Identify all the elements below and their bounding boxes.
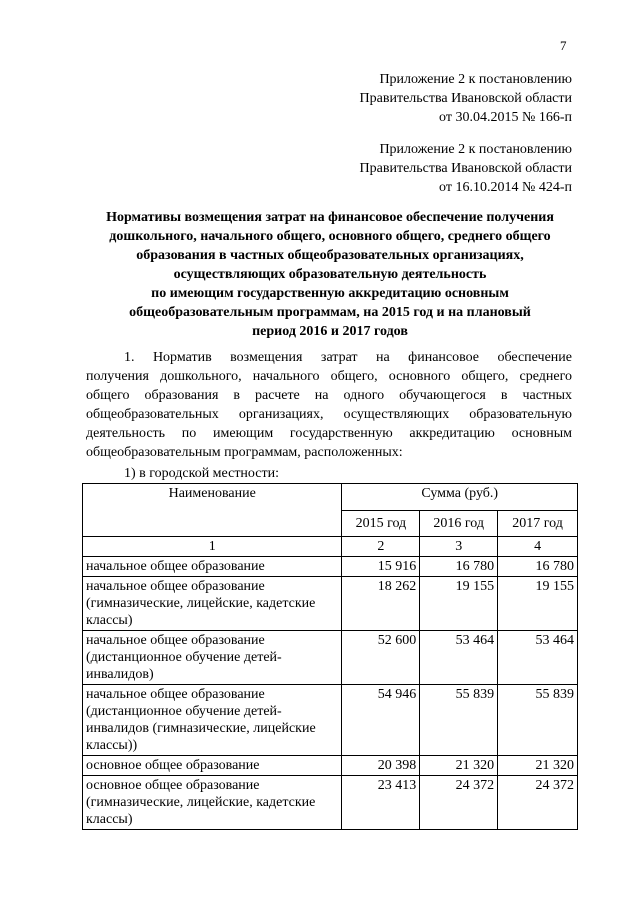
row-name: начальное общее образование (дистанционное обучение детей-инвалидов) [83,631,342,685]
title-line: образования в частных общеобразовательных организациях, [136,248,524,263]
body-paragraph [86,348,572,462]
column-number: 3 [420,537,498,557]
table-row [83,756,578,776]
row-value-2016: 16 780 [420,557,498,577]
header-sum: Сумма (руб.) [342,484,578,511]
row-name: начальное общее образование (дистанционное обучение детей-инвалидов (гимназические, лицейские классы)) [83,685,342,756]
appendix-current-line-3: от 30.04.2015 № 166-п [439,110,572,125]
paragraph-line: получения дошкольного, начального общего, основного общего, среднего [86,369,572,384]
table-row [83,557,578,577]
table-row [83,631,578,685]
row-value-2017: 55 839 [498,685,578,756]
appendix-current [300,70,572,127]
table-row [83,685,578,756]
row-value-2017: 24 372 [498,776,578,830]
paragraph-line: общего образования в расчете на одного обучающегося в частных [86,388,572,403]
paragraph-line: 1. Норматив возмещения затрат на финансовое обеспечение [124,350,572,365]
column-number: 1 [83,537,342,557]
row-value-2015: 23 413 [342,776,420,830]
appendix-previous-line-2: Правительства Ивановской области [359,161,572,176]
row-value-2016: 53 464 [420,631,498,685]
row-name: основное общее образование (гимназические, лицейские, кадетские классы) [83,776,342,830]
header-name: Наименование [83,484,342,537]
title-line: Нормативы возмещения затрат на финансовое обеспечение получения [106,210,554,225]
row-value-2017: 19 155 [498,577,578,631]
title-line: период 2016 и 2017 годов [252,324,408,339]
table-numbering-row [83,537,578,557]
row-value-2017: 53 464 [498,631,578,685]
row-value-2016: 19 155 [420,577,498,631]
row-value-2017: 21 320 [498,756,578,776]
table-row [83,577,578,631]
appendix-previous-line-1: Приложение 2 к постановлению [379,142,572,157]
title-line: дошкольного, начального общего, основного общего, среднего общего [109,229,551,244]
section-subheading: 1) в городской местности: [124,466,279,481]
row-name: начальное общее образование [83,557,342,577]
row-value-2015: 52 600 [342,631,420,685]
row-value-2016: 21 320 [420,756,498,776]
row-value-2015: 18 262 [342,577,420,631]
header-year: 2017 год [498,510,578,537]
row-value-2015: 54 946 [342,685,420,756]
appendix-current-line-2: Правительства Ивановской области [359,91,572,106]
header-year: 2015 год [342,510,420,537]
row-value-2015: 20 398 [342,756,420,776]
appendix-current-line-1: Приложение 2 к постановлению [379,72,572,87]
paragraph-line: общеобразовательных организациях, осуществляющих образовательную [86,407,572,422]
column-number: 2 [342,537,420,557]
table-header-row [83,484,578,511]
row-value-2016: 24 372 [420,776,498,830]
row-value-2017: 16 780 [498,557,578,577]
paragraph-line: общеобразовательным программам, расположенных: [86,445,403,460]
title-line: по имеющим государственную аккредитацию основным [151,286,509,301]
column-number: 4 [498,537,578,557]
row-name: начальное общее образование (гимназические, лицейские, кадетские классы) [83,577,342,631]
row-value-2015: 15 916 [342,557,420,577]
page-number: 7 [560,38,567,53]
table-row [83,776,578,830]
row-value-2016: 55 839 [420,685,498,756]
title-line: общеобразовательным программам, на 2015 год и на плановый [129,305,531,320]
norms-table [82,483,578,830]
paragraph-line: деятельность по имеющим государственную аккредитацию основным [86,426,572,441]
document-title [70,208,590,341]
title-line: осуществляющих образовательную деятельность [173,267,487,282]
row-name: основное общее образование [83,756,342,776]
header-year: 2016 год [420,510,498,537]
appendix-previous-line-3: от 16.10.2014 № 424-п [439,180,572,195]
appendix-previous [300,140,572,197]
